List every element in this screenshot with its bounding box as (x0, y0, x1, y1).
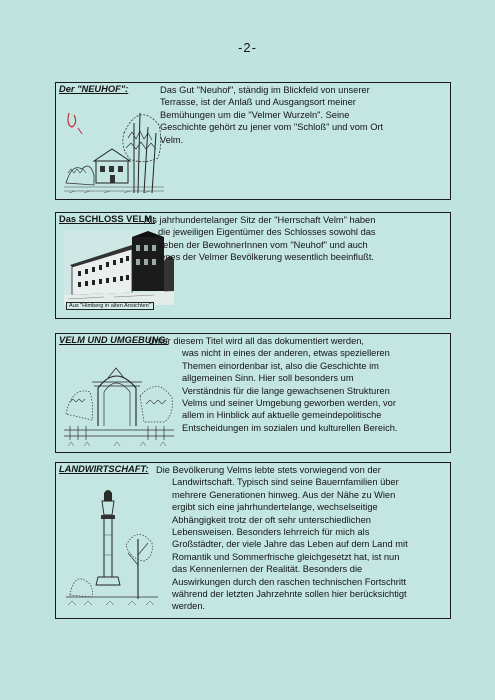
section-text (144, 214, 376, 264)
section-title: Der "NEUHOF": (59, 84, 129, 94)
text-line: Romantik und Sommerfrische gleichgesetzt hat, ist nun (172, 551, 400, 562)
text-line: Themen einordenbar ist, also die Geschichte im (182, 360, 379, 371)
text-line: werden. (172, 601, 206, 612)
text-line: Als jahrhundertelanger Sitz der "Herrschaft Velm" haben (144, 215, 376, 225)
text-line: Velm. (160, 134, 184, 145)
text-line: jenes der Velmer Bevölkerung wesentlich beeinflußt. (158, 252, 375, 263)
wayside-shrine-sketch (66, 485, 158, 615)
section-text (148, 335, 398, 434)
section-title: Das SCHLOSS VELM: (59, 214, 156, 224)
text-line: Velms und seiner Umgebung geworben werden, vor (182, 398, 396, 409)
text-line: mehrere Generationen hinweg. Aus der Nähe zu Wien (172, 489, 396, 500)
section-text (160, 84, 383, 146)
village-sketch (64, 356, 174, 448)
text-line: was nicht in eines der anderen, etwas spezielleren (182, 348, 390, 359)
text-line: Verständnis für die lange gewachsenen Strukturen (182, 385, 390, 396)
text-line: Bemühungen um die "Velmer Wurzeln". Seine (160, 109, 350, 120)
text-line: allem in Hinblick auf aktuelle gemeindepolitische (182, 410, 382, 421)
text-line: während der letzten Jahrzehnte sollen hier berücksichtigt (172, 589, 407, 600)
section-landwirtschaft (55, 462, 451, 619)
text-line: Landwirtschaft. Typisch sind seine Bauernfamilien über (172, 477, 399, 488)
text-line: Geschichte gehört zu jener vom "Schloß" und vom Ort (160, 122, 384, 133)
page-number: -2- (238, 40, 257, 55)
neuhof-sketch (64, 103, 164, 195)
text-line: ergibt sich eine jahrhundertelange, wechselseitige (172, 502, 378, 513)
section-title: VELM UND UMGEBUNG: (59, 335, 169, 345)
text-line: Abhängigkeit trotz der oft sehr unterschiedlichen (172, 514, 371, 525)
text-line: Auswirkungen durch den raschen technischen Fortschritt (172, 576, 407, 587)
text-line: Das Gut "Neuhof", ständig im Blickfeld von unserer (160, 85, 370, 95)
text-line: Entscheidungen im sozialen und kulturellen Bereich. (182, 422, 398, 433)
text-line: die jeweiligen Eigentümer des Schlosses sowohl das (158, 227, 376, 238)
text-line: Leben der BewohnerInnen vom "Neuhof" und auch (158, 239, 368, 250)
text-line: Terrasse, ist der Anlaß und Ausgangsort meiner (160, 97, 356, 108)
text-line: allgemeinen Sinn. Hier soll besonders um (182, 373, 354, 384)
text-line: Die Bevölkerung Velms lebte stets vorwiegend von der (156, 465, 381, 475)
section-neuhof (55, 82, 451, 200)
section-text (156, 464, 408, 613)
section-velm-und-umgebung (55, 333, 451, 453)
section-title: LANDWIRTSCHAFT: (59, 464, 149, 474)
section-schloss-velm (55, 212, 451, 319)
image-caption: Aus "Himberg in alten Ansichten" (66, 302, 154, 310)
text-line: Unter diesem Titel wird all das dokumentiert werden, (148, 336, 364, 346)
text-line: Großstädter, der viele Jahre das Leben auf dem Land mit (172, 539, 408, 550)
text-line: das Kennenlernen der Realität. Besonders die (172, 564, 363, 575)
text-line: Lebensweisen. Besonders lehrreich für mich als (172, 527, 370, 538)
